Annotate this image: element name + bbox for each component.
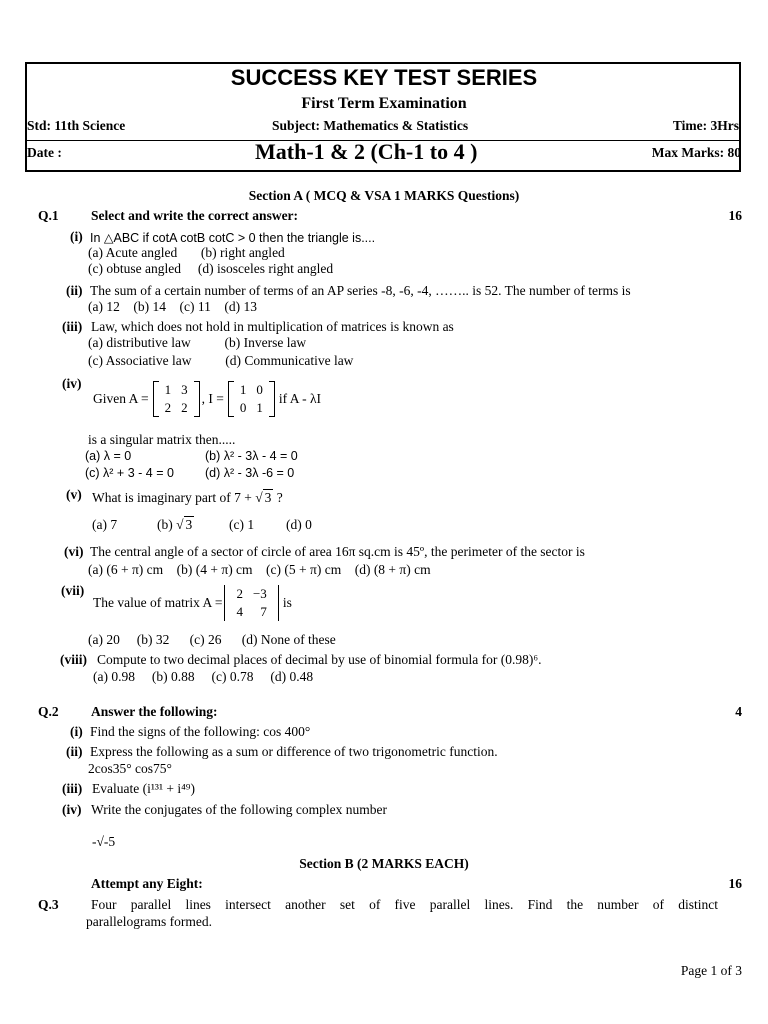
q2-i-number: (i) [70, 724, 83, 739]
exam-name: First Term Examination [301, 95, 467, 112]
q1-iii-number: (iii) [62, 319, 83, 334]
q2-ii-text: Express the following as a sum or difference of two trigonometric function. [90, 744, 498, 759]
matrix-i-cell: 1 [239, 382, 247, 397]
time-label: Time: 3Hrs [672, 118, 739, 133]
q1-marks: 16 [728, 208, 742, 223]
det-cell: 2 [236, 586, 243, 601]
q1-v-option-c: (c) 1 [229, 517, 255, 532]
q1-iv-given: Given A = [93, 391, 149, 406]
matrix-determinant [224, 585, 278, 621]
q1-vii-equation [93, 581, 292, 625]
q1-iv-equation [93, 378, 321, 420]
q1-iii-text: Law, which does not hold in multiplication of matrices is known as [91, 319, 454, 334]
q1-v-option-b [157, 517, 194, 533]
q1-i-number: (i) [70, 229, 83, 244]
q1-iii-options-2: (c) Associative law (d) Communicative law [88, 353, 354, 368]
q1-vii-text: The value of matrix A = [93, 595, 223, 610]
q2-iv-text: Write the conjugates of the following complex number [91, 802, 387, 817]
matrix-i-cell: 0 [239, 400, 247, 415]
q3-text-line1: Four parallel lines intersect another set of five parallel lines. Find the number of distinct [91, 897, 718, 912]
q1-number: Q.1 [38, 208, 59, 223]
q3-number: Q.3 [38, 897, 59, 912]
matrix-i-cell: 0 [256, 382, 263, 397]
q2-iv-number: (iv) [62, 802, 82, 817]
q1-vii-number: (vii) [61, 583, 85, 598]
q1-v-option-a: (a) 7 [92, 517, 118, 532]
q1-v-qmark: ? [276, 490, 283, 505]
matrix-a-cell: 2 [164, 400, 172, 415]
q1-vii-options: (a) 20 (b) 32 (c) 26 (d) None of these [88, 632, 336, 647]
section-a-heading: Section A ( MCQ & VSA 1 MARKS Questions) [248, 188, 520, 203]
date-label: Date : [27, 145, 62, 160]
q1-iv-tail: if A - λI [278, 391, 322, 406]
std-label: Std: 11th Science [27, 118, 126, 133]
q1-viii-text: Compute to two decimal places of decimal by use of binomial formula for (0.98)⁶. [97, 652, 542, 667]
matrix-i [228, 381, 275, 417]
q1-v-number: (v) [66, 487, 82, 502]
q2-iv-expression: -√-5 [92, 834, 116, 849]
section-b-marks: 16 [728, 876, 742, 891]
sqrt-icon: √ [255, 490, 263, 505]
q1-vi-options: (a) (6 + π) cm (b) (4 + π) cm (c) (5 + π) cm (d) (8 + π) cm [88, 562, 431, 577]
q3-text-line2: parallelograms formed. [86, 914, 212, 929]
matrix-a-cell: 2 [181, 400, 188, 415]
q1-vi-number: (vi) [64, 544, 84, 559]
q1-iv-option-d: (d) λ² - 3λ -6 = 0 [205, 466, 295, 480]
section-b-attempt: Attempt any Eight: [91, 876, 203, 891]
max-marks: Max Marks: 80 [651, 145, 741, 160]
section-b-heading: Section B (2 MARKS EACH) [299, 856, 469, 871]
q1-v-text [92, 490, 283, 506]
matrix-i-cell: 1 [256, 400, 263, 415]
q2-marks: 4 [735, 704, 742, 719]
q1-i-options-2: (c) obtuse angled (d) isosceles right angled [88, 261, 334, 276]
q2-number: Q.2 [38, 704, 59, 719]
q1-v-question: What is imaginary part of 7 + [92, 490, 252, 505]
q2-iii-text: Evaluate (i¹³¹ + i⁴⁹) [92, 781, 196, 796]
q1-i-text: In △ABC if cotA cotB cotC > 0 then the triangle is.... [90, 231, 376, 245]
q2-instruction: Answer the following: [91, 704, 218, 719]
q2-ii-number: (ii) [66, 744, 83, 759]
matrix-a [153, 381, 200, 417]
matrix-a-cell: 1 [164, 382, 172, 397]
q1-ii-options: (a) 12 (b) 14 (c) 11 (d) 13 [88, 299, 257, 314]
q1-iv-option-a: (a) λ = 0 [85, 449, 132, 463]
q1-instruction: Select and write the correct answer: [91, 208, 299, 223]
q1-v-option-b-radicand: 3 [185, 517, 193, 532]
q1-v-option-d: (d) 0 [286, 517, 312, 532]
q1-v-option-b-label: (b) [157, 517, 173, 532]
q2-ii-expression: 2cos35° cos75° [88, 761, 172, 776]
page-number: Page 1 of 3 [680, 963, 742, 978]
q1-vi-text: The central angle of a sector of circle of area 16π sq.cm is 45º, the perimeter of the sector is [90, 544, 585, 559]
q1-iv-option-c: (c) λ² + 3 - 4 = 0 [85, 466, 174, 480]
q1-ii-text: The sum of a certain number of terms of an AP series -8, -6, -4, …….. is 52. The number of terms is [90, 283, 631, 298]
det-cell: −3 [252, 586, 267, 601]
q1-iii-options-1: (a) distributive law (b) Inverse law [88, 335, 307, 350]
q1-viii-options: (a) 0.98 (b) 0.88 (c) 0.78 (d) 0.48 [93, 669, 314, 684]
test-series-title: SUCCESS KEY TEST SERIES [230, 65, 538, 90]
paper-title: Math-1 & 2 (Ch-1 to 4 ) [255, 139, 478, 164]
matrix-a-cell: 3 [181, 382, 188, 397]
q1-iv-number: (iv) [62, 376, 82, 391]
q2-i-text: Find the signs of the following: cos 400° [90, 724, 311, 739]
q1-iv-text: is a singular matrix then..... [88, 432, 236, 447]
q1-ii-number: (ii) [66, 283, 83, 298]
q1-iv-option-b: (b) λ² - 3λ - 4 = 0 [205, 449, 298, 463]
det-cell: 4 [236, 604, 243, 619]
det-cell: 7 [260, 604, 267, 619]
q1-vii-is: is [282, 595, 292, 610]
subject-label: Subject: Mathematics & Statistics [272, 118, 469, 133]
sqrt-icon: √ [176, 517, 184, 532]
q2-iii-number: (iii) [62, 781, 83, 796]
q1-iv-i-eq: , I = [201, 391, 224, 406]
q1-v-radicand: 3 [264, 490, 272, 505]
q1-i-options-1: (a) Acute angled (b) right angled [88, 245, 285, 260]
q1-viii-number: (viii) [60, 652, 87, 667]
